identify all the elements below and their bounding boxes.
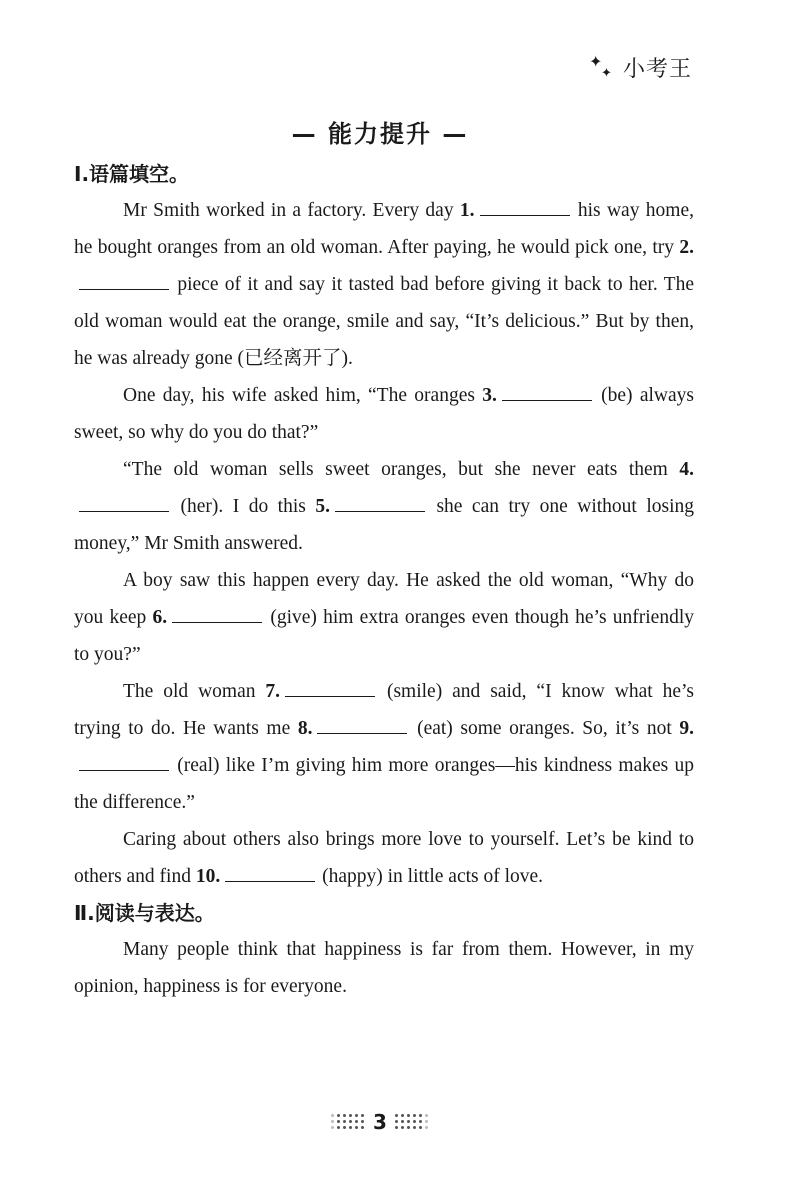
- paragraph: [74, 673, 694, 821]
- answer-blank[interactable]: [79, 750, 169, 771]
- blank-number: 10.: [195, 866, 221, 887]
- brand-logo: [589, 52, 692, 83]
- brand-name: 小考王: [622, 57, 692, 82]
- text-run: his way home, he bought oranges from an old woman. After paying, he would pick one, try: [74, 200, 694, 258]
- blank-number: 6.: [152, 607, 168, 628]
- paragraph: [74, 562, 694, 673]
- paragraph: [74, 451, 694, 562]
- exercise-content: [74, 156, 694, 1005]
- text-run: The old woman: [123, 681, 266, 702]
- answer-blank[interactable]: [172, 602, 262, 623]
- blank-number: 4.: [679, 459, 694, 480]
- text-run: she can try one without losing money,” Mr Smith answered.: [74, 496, 694, 554]
- text-run: “The old woman sells sweet oranges, but she never eats them: [123, 459, 680, 480]
- answer-blank[interactable]: [285, 676, 375, 697]
- text-run: piece of it and say it tasted bad before giving it back to her. The old woman would eat the orange, smile and say, “It’s delicious.” But by then, he was already gone (已经离开了).: [74, 274, 694, 369]
- text-run: (her). I do this: [171, 496, 316, 517]
- blank-number: 8.: [297, 718, 313, 739]
- page-number: 3: [373, 1110, 387, 1134]
- answer-blank[interactable]: [79, 491, 169, 512]
- dot-ornament-right: [395, 1114, 429, 1130]
- text-run: (real) like I’m giving him more oranges—his kindness makes up the difference.”: [74, 755, 694, 813]
- text-run: (give) him extra oranges even though he’s unfriendly to you?”: [74, 607, 694, 665]
- answer-blank[interactable]: [502, 380, 592, 401]
- answer-blank[interactable]: [317, 713, 407, 734]
- part2-passage: [74, 931, 694, 1005]
- blank-number: 3.: [482, 385, 497, 406]
- blank-number: 7.: [265, 681, 281, 702]
- text-run: (be) always sweet, so why do you do that?”: [74, 385, 694, 443]
- dot-ornament-left: [331, 1114, 365, 1130]
- paragraph: [74, 931, 694, 1005]
- sparkle-stars-icon: ✦ ✦: [588, 53, 612, 80]
- paragraph: [74, 821, 694, 895]
- section-title: — 能力提升 —: [291, 120, 469, 148]
- blank-number: 9.: [679, 718, 694, 739]
- paragraph: [74, 377, 694, 451]
- paragraph: [74, 192, 694, 377]
- answer-blank[interactable]: [79, 269, 169, 290]
- blank-number: 1.: [459, 200, 475, 221]
- text-run: (eat) some oranges. So, it’s not: [409, 718, 680, 739]
- answer-blank[interactable]: [480, 195, 570, 216]
- part1-passage: [74, 192, 694, 895]
- text-run: (smile) and said, “I know what he’s trying to do. He wants me: [74, 681, 694, 739]
- text-run: Mr Smith worked in a factory. Every day: [123, 200, 460, 221]
- part1-heading: Ⅰ.语篇填空。: [74, 162, 190, 186]
- part2-heading: Ⅱ.阅读与表达。: [74, 901, 215, 925]
- text-run: One day, his wife asked him, “The oranges: [123, 385, 483, 406]
- text-run: A boy saw this happen every day. He asked the old woman, “Why do you keep: [74, 570, 694, 628]
- text-run: Many people think that happiness is far from them. However, in my opinion, happiness is for everyone.: [74, 939, 694, 997]
- answer-blank[interactable]: [225, 861, 315, 882]
- text-run: Caring about others also brings more love to yourself. Let’s be kind to others and find: [74, 829, 694, 887]
- page-footer: [0, 1110, 760, 1134]
- blank-number: 5.: [315, 496, 330, 517]
- text-run: (happy) in little acts of love.: [317, 866, 544, 887]
- blank-number: 2.: [679, 237, 694, 258]
- answer-blank[interactable]: [335, 491, 425, 512]
